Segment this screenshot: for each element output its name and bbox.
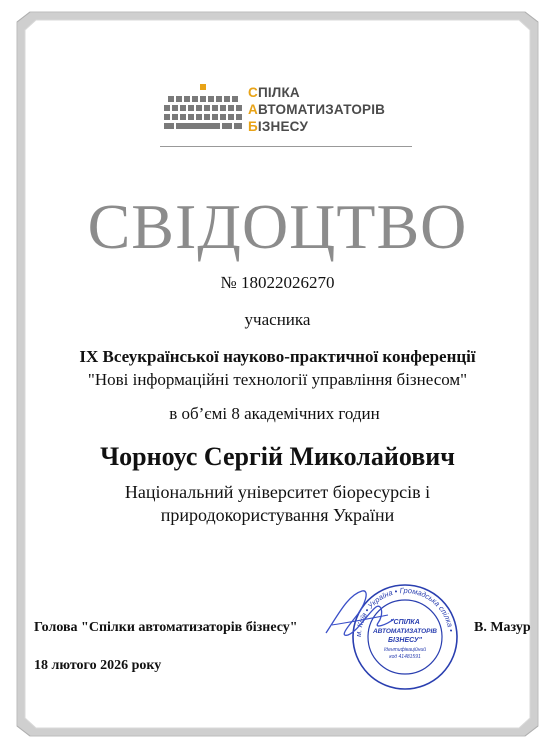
organization-logo-text: СПІЛКА АВТОМАТИЗАТОРІВ БІЗНЕСУ <box>248 85 386 134</box>
participant-label: учасника <box>244 310 311 329</box>
conference-name-line2: "Нові інформаційні технології управління бізнесом" <box>87 370 468 389</box>
institution-line1: Національний університет біоресурсів і <box>124 482 431 502</box>
logo-divider <box>160 146 412 147</box>
head-label: Голова "Спілки автоматизаторів бізнесу" <box>34 620 298 635</box>
stamp-inner-line2: АВТОМАТИЗАТОРІВ <box>372 628 438 635</box>
issue-date: 18 лютого 2026 року <box>34 658 162 673</box>
certificate-title: СВІДОЦТВО <box>87 191 468 262</box>
signature <box>318 585 398 645</box>
stamp-inner-line3: БІЗНЕСУ" <box>388 637 422 644</box>
recipient-name: Чорноус Сергій Миколайович <box>100 442 455 471</box>
hours-text: в об’ємі 8 академічних годин <box>169 404 380 423</box>
stamp-outer-text: м. Київ • Україна • Громадська спілка • <box>353 585 456 638</box>
stamp-id-code: код 41481591 <box>389 654 421 660</box>
head-name: В. Мазур <box>474 620 531 635</box>
conference-name-line1: IX Всеукраїнської науково-практичної конференції <box>79 347 476 366</box>
institution-line2: природокористування України <box>160 505 395 525</box>
stamp-inner-line1: "СПІЛКА <box>390 619 420 626</box>
stamp-id-label: Ідентифікаційний <box>383 647 427 653</box>
certificate-number: № 18022026270 <box>220 273 335 292</box>
